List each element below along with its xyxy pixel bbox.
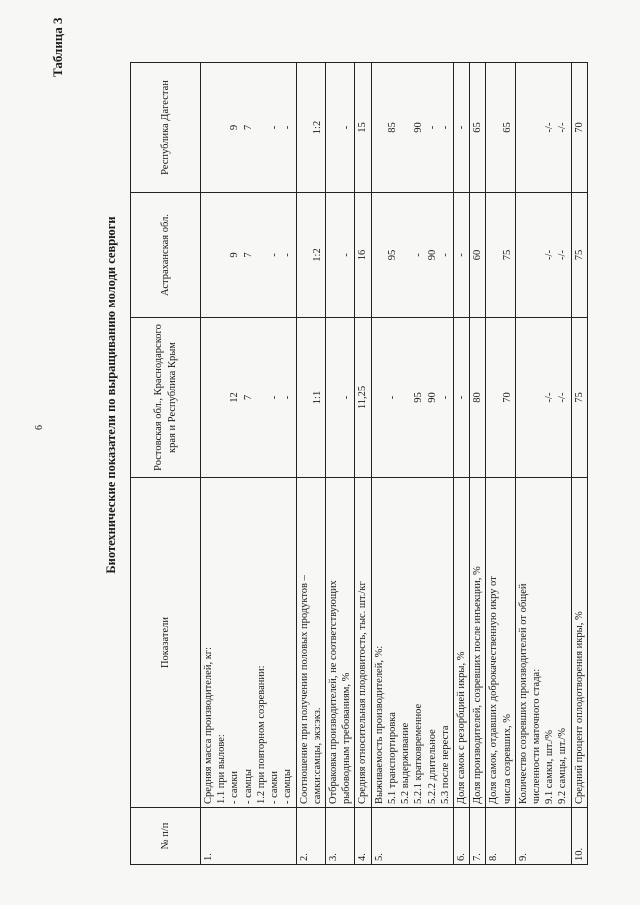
value-line: - — [282, 253, 294, 257]
value-line: 15 — [357, 122, 369, 133]
indicator-line: Средняя масса производителей, кг: — [203, 646, 214, 804]
row-number: 1. — [201, 808, 297, 865]
indicator-line: 5.3 после нереста — [439, 725, 451, 804]
row-number: 3. — [325, 808, 354, 865]
value-dagestan — [371, 63, 453, 193]
value-line — [530, 321, 543, 474]
indicator-line: - самцы — [242, 769, 254, 804]
value-line: - — [282, 125, 294, 130]
row-indicator — [355, 478, 371, 808]
indicator-line: Средний процент оплодотворения икры, % — [573, 611, 585, 804]
table-row — [371, 63, 453, 865]
value-rostov — [201, 318, 297, 478]
value-line: 75 — [573, 249, 585, 261]
value-line: 75 — [501, 249, 513, 261]
value-line: 90 — [426, 392, 438, 403]
value-line: 65 — [501, 122, 513, 133]
value-line: - — [439, 125, 451, 130]
value-line — [373, 66, 386, 189]
indicator-line: Доля производителей, созревших после инъекции, % — [472, 566, 484, 804]
value-line: - — [426, 125, 438, 130]
value-line: 12 — [229, 392, 241, 403]
col-header-astrakhan: Астраханская обл. — [131, 193, 201, 318]
table-row — [325, 63, 354, 865]
indicator-line: 5.2.1 кратковременное — [413, 703, 425, 804]
value-line — [517, 66, 530, 189]
value-line: - — [455, 395, 467, 400]
value-dagestan — [515, 63, 571, 193]
value-line: 80 — [472, 392, 484, 403]
value-line: -/- — [557, 392, 569, 403]
value-line: 60 — [472, 249, 484, 261]
row-indicator — [486, 478, 515, 808]
value-line — [373, 196, 386, 314]
indicator-line: 9.1 самки, шт./% — [544, 730, 556, 804]
value-line: - — [282, 395, 294, 400]
row-number: 2. — [296, 808, 325, 865]
value-line: - — [455, 125, 467, 130]
value-dagestan — [486, 63, 515, 193]
value-line: 1:2 — [311, 120, 323, 135]
value-line — [399, 196, 412, 314]
value-line: 65 — [472, 122, 484, 133]
value-rostov — [515, 318, 571, 478]
value-line: -/- — [544, 122, 556, 133]
row-number: 4. — [355, 808, 371, 865]
value-line: 1:2 — [311, 248, 323, 262]
row-indicator — [325, 478, 354, 808]
row-indicator — [515, 478, 571, 808]
value-line — [399, 66, 412, 189]
value-line: - — [439, 395, 451, 400]
value-astrakhan — [296, 193, 325, 318]
row-number: 6. — [453, 808, 469, 865]
page-number: 6 — [34, 425, 45, 430]
value-line: - — [269, 125, 281, 130]
value-line: - — [269, 395, 281, 400]
value-line — [487, 196, 500, 314]
indicator-line: 5.2.2 длительное — [426, 729, 438, 804]
table-row — [571, 63, 587, 865]
indicator-line: рыбоводным требованиям, % — [341, 672, 353, 804]
indicator-line: 9.2 самцы, шт./% — [557, 728, 569, 804]
value-line — [327, 321, 340, 474]
indicator-line: - самки — [229, 771, 241, 804]
value-line — [487, 321, 500, 474]
indicator-line: Доля самок с резорбцией икры, % — [455, 651, 467, 804]
value-dagestan — [296, 63, 325, 193]
indicator-line: самки:самцы, экз:экз. — [311, 707, 323, 804]
table-row — [355, 63, 371, 865]
col-header-rostov: Ростовская обл., Краснодарского края и Республика Крым — [131, 318, 201, 478]
row-number: 10. — [571, 808, 587, 865]
value-dagestan — [470, 63, 486, 193]
value-line: 9 — [229, 124, 241, 131]
row-indicator — [371, 478, 453, 808]
value-line: 1:1 — [311, 390, 323, 405]
col-header-dagestan: Республика Дагестан — [131, 63, 201, 193]
row-number: 7. — [470, 808, 486, 865]
value-line — [530, 66, 543, 189]
indicator-line: Количество созревших производителей от общей — [517, 583, 529, 804]
value-rostov — [355, 318, 371, 478]
value-line — [517, 196, 530, 314]
value-line: 70 — [573, 122, 585, 133]
row-indicator — [453, 478, 469, 808]
value-rostov — [470, 318, 486, 478]
col-header-indicator: Показатели — [131, 478, 201, 808]
value-line: - — [386, 395, 398, 400]
value-line — [298, 196, 311, 314]
value-line: - — [413, 253, 425, 257]
value-line: 70 — [501, 392, 513, 403]
row-number: 5. — [371, 808, 453, 865]
indicator-line: - самки — [269, 771, 281, 804]
value-line — [255, 66, 268, 189]
value-line: 16 — [357, 249, 369, 261]
value-dagestan — [201, 63, 297, 193]
indicator-line: 1.1 при вылове: — [216, 734, 228, 804]
table-row — [201, 63, 297, 865]
value-rostov — [325, 318, 354, 478]
table-row — [486, 63, 515, 865]
value-astrakhan — [453, 193, 469, 318]
row-indicator — [470, 478, 486, 808]
indicators-table — [130, 62, 588, 865]
value-line: -/- — [544, 250, 556, 260]
value-line: 7 — [242, 394, 254, 401]
value-dagestan — [571, 63, 587, 193]
value-rostov — [453, 318, 469, 478]
row-indicator — [201, 478, 297, 808]
col-header-num: № п/п — [131, 808, 201, 865]
value-line: -/- — [557, 122, 569, 133]
value-line — [255, 321, 268, 474]
value-line: 7 — [242, 124, 254, 131]
value-dagestan — [453, 63, 469, 193]
indicator-line: Выживаемость производителей, %: — [373, 645, 385, 804]
value-astrakhan — [571, 193, 587, 318]
table-title: Биотехнические показатели по выращиванию молоди севрюги — [104, 216, 118, 574]
value-line — [517, 321, 530, 474]
indicator-line: - самцы — [282, 769, 294, 804]
indicator-line: Средняя относительная плодовитость, тыс. шт./кг — [357, 581, 369, 804]
table-header-row — [131, 63, 201, 865]
value-dagestan — [325, 63, 354, 193]
value-line — [487, 66, 500, 189]
value-astrakhan — [515, 193, 571, 318]
value-line: 9 — [229, 252, 241, 258]
value-astrakhan — [201, 193, 297, 318]
row-indicator — [571, 478, 587, 808]
value-line: -/- — [544, 392, 556, 403]
value-line — [298, 66, 311, 189]
table-row — [515, 63, 571, 865]
table-row — [470, 63, 486, 865]
value-line: 95 — [413, 392, 425, 403]
value-line: 90 — [426, 249, 438, 261]
value-line: 75 — [573, 392, 585, 403]
value-line: 95 — [386, 249, 398, 261]
value-rostov — [371, 318, 453, 478]
value-astrakhan — [355, 193, 371, 318]
value-line — [215, 66, 228, 189]
value-line: 90 — [413, 122, 425, 133]
value-line: - — [269, 253, 281, 257]
row-number: 9. — [515, 808, 571, 865]
value-line — [298, 321, 311, 474]
indicator-line: 5.1 транспортировка — [386, 712, 398, 804]
value-line — [327, 66, 340, 189]
value-line — [327, 196, 340, 314]
table-row — [453, 63, 469, 865]
indicator-line: числа созревших, % — [501, 714, 513, 804]
value-astrakhan — [486, 193, 515, 318]
value-rostov — [571, 318, 587, 478]
value-line: -/- — [557, 250, 569, 260]
value-line: 85 — [386, 122, 398, 133]
indicator-line: Соотношение при получении половых продуктов – — [298, 575, 310, 804]
value-line: 7 — [242, 252, 254, 258]
row-number: 8. — [486, 808, 515, 865]
value-line: - — [455, 253, 467, 257]
value-line: 11,25 — [357, 385, 369, 410]
indicator-line: 5.2 выдерживание — [400, 722, 412, 804]
value-line — [202, 321, 215, 474]
value-astrakhan — [371, 193, 453, 318]
value-line — [202, 196, 215, 314]
value-line: - — [341, 125, 353, 130]
value-rostov — [296, 318, 325, 478]
value-dagestan — [355, 63, 371, 193]
indicator-line: Доля самок, отдавших доброкачественную икру от — [488, 576, 500, 804]
value-astrakhan — [325, 193, 354, 318]
indicator-line: численности маточного стада: — [531, 668, 543, 804]
value-astrakhan — [470, 193, 486, 318]
value-line — [530, 196, 543, 314]
table-label: Таблица 3 — [50, 17, 65, 77]
value-rostov — [486, 318, 515, 478]
value-line: - — [341, 253, 353, 257]
value-line — [255, 196, 268, 314]
value-line: - — [341, 395, 353, 400]
value-line — [215, 321, 228, 474]
table-row — [296, 63, 325, 865]
value-line — [399, 321, 412, 474]
indicator-line: Отбраковка производителей, не соответствующих — [327, 580, 339, 804]
indicator-line: 1.2 при повторном созревании: — [255, 665, 267, 804]
row-indicator — [296, 478, 325, 808]
value-line: - — [439, 253, 451, 257]
value-line — [202, 66, 215, 189]
value-line — [373, 321, 386, 474]
value-line — [215, 196, 228, 314]
